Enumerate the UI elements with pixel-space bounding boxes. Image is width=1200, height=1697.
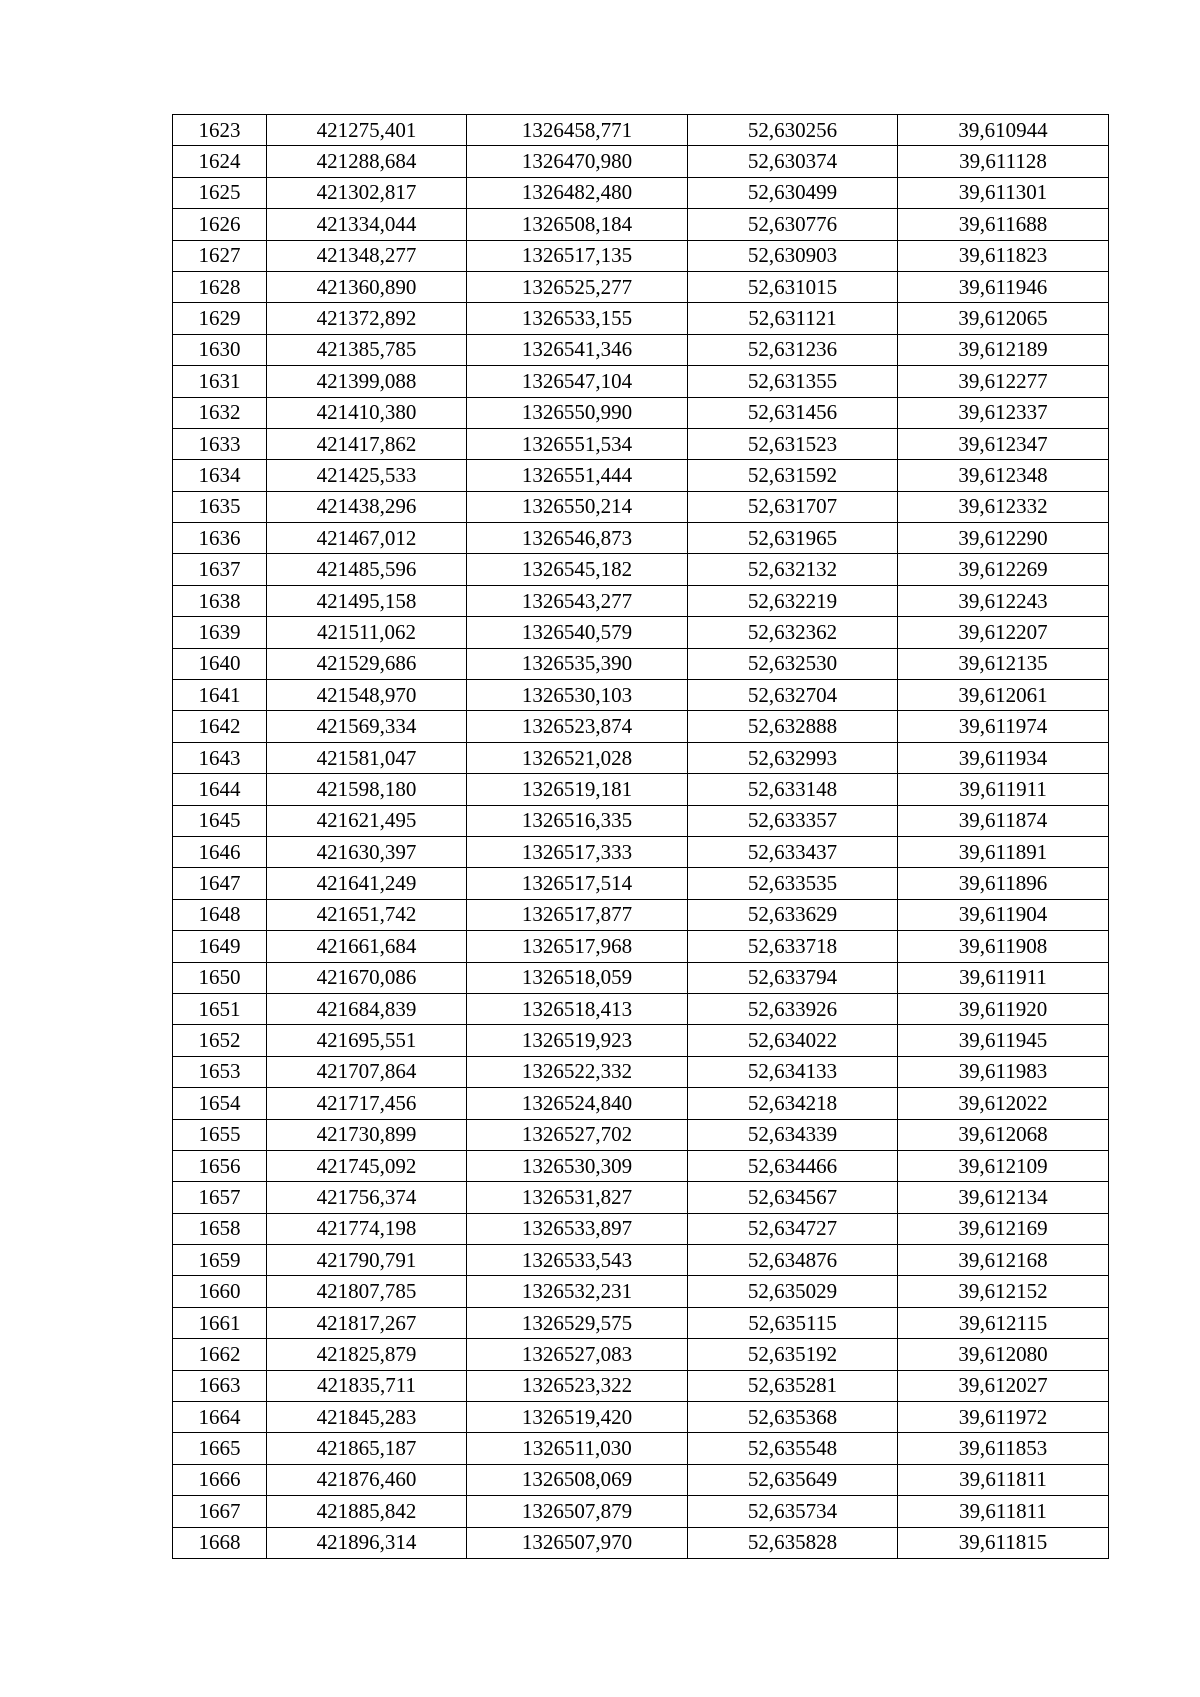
y-coordinate-cell: 1326519,420 (467, 1402, 688, 1433)
longitude-cell: 39,612061 (898, 680, 1109, 711)
latitude-cell: 52,634466 (688, 1150, 898, 1181)
x-coordinate-cell: 421790,791 (267, 1245, 467, 1276)
latitude-cell: 52,635029 (688, 1276, 898, 1307)
point-number-cell: 1649 (173, 931, 267, 962)
point-number-cell: 1652 (173, 1025, 267, 1056)
point-number-cell: 1654 (173, 1088, 267, 1119)
point-number-cell: 1623 (173, 115, 267, 146)
table-row (173, 1213, 1109, 1244)
y-coordinate-cell: 1326533,897 (467, 1213, 688, 1244)
x-coordinate-cell: 421288,684 (267, 146, 467, 177)
x-coordinate-cell: 421845,283 (267, 1402, 467, 1433)
point-number-cell: 1645 (173, 805, 267, 836)
x-coordinate-cell: 421865,187 (267, 1433, 467, 1464)
y-coordinate-cell: 1326550,990 (467, 397, 688, 428)
longitude-cell: 39,611853 (898, 1433, 1109, 1464)
latitude-cell: 52,635548 (688, 1433, 898, 1464)
table-row (173, 1370, 1109, 1401)
y-coordinate-cell: 1326530,103 (467, 680, 688, 711)
latitude-cell: 52,635368 (688, 1402, 898, 1433)
table-row (173, 209, 1109, 240)
y-coordinate-cell: 1326527,702 (467, 1119, 688, 1150)
latitude-cell: 52,634876 (688, 1245, 898, 1276)
latitude-cell: 52,633926 (688, 993, 898, 1024)
x-coordinate-cell: 421425,533 (267, 460, 467, 491)
coordinates-table-body (173, 115, 1109, 1559)
longitude-cell: 39,611946 (898, 271, 1109, 302)
table-row (173, 1088, 1109, 1119)
point-number-cell: 1625 (173, 177, 267, 208)
y-coordinate-cell: 1326532,231 (467, 1276, 688, 1307)
point-number-cell: 1632 (173, 397, 267, 428)
longitude-cell: 39,612277 (898, 366, 1109, 397)
latitude-cell: 52,635192 (688, 1339, 898, 1370)
x-coordinate-cell: 421641,249 (267, 868, 467, 899)
y-coordinate-cell: 1326508,184 (467, 209, 688, 240)
y-coordinate-cell: 1326529,575 (467, 1307, 688, 1338)
point-number-cell: 1648 (173, 899, 267, 930)
latitude-cell: 52,634339 (688, 1119, 898, 1150)
x-coordinate-cell: 421825,879 (267, 1339, 467, 1370)
y-coordinate-cell: 1326541,346 (467, 334, 688, 365)
longitude-cell: 39,612207 (898, 617, 1109, 648)
y-coordinate-cell: 1326516,335 (467, 805, 688, 836)
y-coordinate-cell: 1326518,059 (467, 962, 688, 993)
point-number-cell: 1667 (173, 1496, 267, 1527)
y-coordinate-cell: 1326470,980 (467, 146, 688, 177)
longitude-cell: 39,612290 (898, 523, 1109, 554)
y-coordinate-cell: 1326527,083 (467, 1339, 688, 1370)
x-coordinate-cell: 421885,842 (267, 1496, 467, 1527)
longitude-cell: 39,612065 (898, 303, 1109, 334)
longitude-cell: 39,612115 (898, 1307, 1109, 1338)
x-coordinate-cell: 421730,899 (267, 1119, 467, 1150)
point-number-cell: 1639 (173, 617, 267, 648)
y-coordinate-cell: 1326523,322 (467, 1370, 688, 1401)
longitude-cell: 39,611891 (898, 836, 1109, 867)
point-number-cell: 1656 (173, 1150, 267, 1181)
table-row (173, 523, 1109, 554)
x-coordinate-cell: 421807,785 (267, 1276, 467, 1307)
x-coordinate-cell: 421684,839 (267, 993, 467, 1024)
y-coordinate-cell: 1326540,579 (467, 617, 688, 648)
point-number-cell: 1628 (173, 271, 267, 302)
y-coordinate-cell: 1326551,444 (467, 460, 688, 491)
coordinates-table (172, 114, 1109, 1559)
table-row (173, 617, 1109, 648)
table-row (173, 334, 1109, 365)
table-row (173, 931, 1109, 962)
x-coordinate-cell: 421495,158 (267, 585, 467, 616)
table-row (173, 428, 1109, 459)
x-coordinate-cell: 421467,012 (267, 523, 467, 554)
x-coordinate-cell: 421372,892 (267, 303, 467, 334)
y-coordinate-cell: 1326530,309 (467, 1150, 688, 1181)
x-coordinate-cell: 421275,401 (267, 115, 467, 146)
table-row (173, 774, 1109, 805)
longitude-cell: 39,612109 (898, 1150, 1109, 1181)
longitude-cell: 39,611811 (898, 1464, 1109, 1495)
y-coordinate-cell: 1326521,028 (467, 742, 688, 773)
longitude-cell: 39,612243 (898, 585, 1109, 616)
latitude-cell: 52,632362 (688, 617, 898, 648)
longitude-cell: 39,611911 (898, 962, 1109, 993)
longitude-cell: 39,611815 (898, 1527, 1109, 1558)
table-row (173, 366, 1109, 397)
x-coordinate-cell: 421745,092 (267, 1150, 467, 1181)
point-number-cell: 1647 (173, 868, 267, 899)
point-number-cell: 1626 (173, 209, 267, 240)
table-row (173, 303, 1109, 334)
table-row (173, 460, 1109, 491)
y-coordinate-cell: 1326525,277 (467, 271, 688, 302)
y-coordinate-cell: 1326531,827 (467, 1182, 688, 1213)
table-row (173, 1339, 1109, 1370)
x-coordinate-cell: 421581,047 (267, 742, 467, 773)
table-row (173, 1402, 1109, 1433)
y-coordinate-cell: 1326519,923 (467, 1025, 688, 1056)
table-row (173, 1119, 1109, 1150)
point-number-cell: 1635 (173, 491, 267, 522)
x-coordinate-cell: 421630,397 (267, 836, 467, 867)
latitude-cell: 52,632530 (688, 648, 898, 679)
y-coordinate-cell: 1326482,480 (467, 177, 688, 208)
point-number-cell: 1643 (173, 742, 267, 773)
y-coordinate-cell: 1326535,390 (467, 648, 688, 679)
latitude-cell: 52,634022 (688, 1025, 898, 1056)
y-coordinate-cell: 1326507,970 (467, 1527, 688, 1558)
latitude-cell: 52,631523 (688, 428, 898, 459)
x-coordinate-cell: 421695,551 (267, 1025, 467, 1056)
point-number-cell: 1642 (173, 711, 267, 742)
table-row (173, 240, 1109, 271)
longitude-cell: 39,611920 (898, 993, 1109, 1024)
latitude-cell: 52,631456 (688, 397, 898, 428)
x-coordinate-cell: 421438,296 (267, 491, 467, 522)
point-number-cell: 1665 (173, 1433, 267, 1464)
latitude-cell: 52,632219 (688, 585, 898, 616)
table-row (173, 491, 1109, 522)
x-coordinate-cell: 421485,596 (267, 554, 467, 585)
longitude-cell: 39,612022 (898, 1088, 1109, 1119)
table-row (173, 962, 1109, 993)
latitude-cell: 52,635734 (688, 1496, 898, 1527)
y-coordinate-cell: 1326517,333 (467, 836, 688, 867)
y-coordinate-cell: 1326518,413 (467, 993, 688, 1024)
latitude-cell: 52,634567 (688, 1182, 898, 1213)
point-number-cell: 1659 (173, 1245, 267, 1276)
latitude-cell: 52,634727 (688, 1213, 898, 1244)
y-coordinate-cell: 1326550,214 (467, 491, 688, 522)
point-number-cell: 1664 (173, 1402, 267, 1433)
y-coordinate-cell: 1326522,332 (467, 1056, 688, 1087)
table-row (173, 1245, 1109, 1276)
point-number-cell: 1637 (173, 554, 267, 585)
longitude-cell: 39,611911 (898, 774, 1109, 805)
longitude-cell: 39,612168 (898, 1245, 1109, 1276)
point-number-cell: 1660 (173, 1276, 267, 1307)
latitude-cell: 52,631965 (688, 523, 898, 554)
table-row (173, 554, 1109, 585)
point-number-cell: 1655 (173, 1119, 267, 1150)
table-row (173, 993, 1109, 1024)
table-row (173, 899, 1109, 930)
longitude-cell: 39,612348 (898, 460, 1109, 491)
table-row (173, 1150, 1109, 1181)
x-coordinate-cell: 421876,460 (267, 1464, 467, 1495)
latitude-cell: 52,631015 (688, 271, 898, 302)
latitude-cell: 52,631236 (688, 334, 898, 365)
table-row (173, 585, 1109, 616)
latitude-cell: 52,632888 (688, 711, 898, 742)
latitude-cell: 52,631707 (688, 491, 898, 522)
table-row (173, 1276, 1109, 1307)
table-row (173, 397, 1109, 428)
table-row (173, 1056, 1109, 1087)
longitude-cell: 39,612152 (898, 1276, 1109, 1307)
x-coordinate-cell: 421529,686 (267, 648, 467, 679)
latitude-cell: 52,631355 (688, 366, 898, 397)
latitude-cell: 52,635828 (688, 1527, 898, 1558)
y-coordinate-cell: 1326523,874 (467, 711, 688, 742)
longitude-cell: 39,611908 (898, 931, 1109, 962)
point-number-cell: 1638 (173, 585, 267, 616)
x-coordinate-cell: 421334,044 (267, 209, 467, 240)
x-coordinate-cell: 421817,267 (267, 1307, 467, 1338)
table-row (173, 146, 1109, 177)
table-row (173, 1464, 1109, 1495)
longitude-cell: 39,612080 (898, 1339, 1109, 1370)
x-coordinate-cell: 421707,864 (267, 1056, 467, 1087)
point-number-cell: 1666 (173, 1464, 267, 1495)
table-row (173, 805, 1109, 836)
x-coordinate-cell: 421756,374 (267, 1182, 467, 1213)
latitude-cell: 52,630374 (688, 146, 898, 177)
y-coordinate-cell: 1326533,543 (467, 1245, 688, 1276)
longitude-cell: 39,611945 (898, 1025, 1109, 1056)
x-coordinate-cell: 421399,088 (267, 366, 467, 397)
point-number-cell: 1661 (173, 1307, 267, 1338)
longitude-cell: 39,612269 (898, 554, 1109, 585)
longitude-cell: 39,612027 (898, 1370, 1109, 1401)
latitude-cell: 52,633357 (688, 805, 898, 836)
table-row (173, 1496, 1109, 1527)
x-coordinate-cell: 421661,684 (267, 931, 467, 962)
point-number-cell: 1633 (173, 428, 267, 459)
x-coordinate-cell: 421348,277 (267, 240, 467, 271)
latitude-cell: 52,634133 (688, 1056, 898, 1087)
x-coordinate-cell: 421417,862 (267, 428, 467, 459)
y-coordinate-cell: 1326508,069 (467, 1464, 688, 1495)
point-number-cell: 1646 (173, 836, 267, 867)
y-coordinate-cell: 1326517,968 (467, 931, 688, 962)
point-number-cell: 1640 (173, 648, 267, 679)
latitude-cell: 52,635649 (688, 1464, 898, 1495)
longitude-cell: 39,611823 (898, 240, 1109, 271)
x-coordinate-cell: 421511,062 (267, 617, 467, 648)
longitude-cell: 39,612347 (898, 428, 1109, 459)
y-coordinate-cell: 1326517,514 (467, 868, 688, 899)
latitude-cell: 52,633535 (688, 868, 898, 899)
latitude-cell: 52,633718 (688, 931, 898, 962)
y-coordinate-cell: 1326511,030 (467, 1433, 688, 1464)
y-coordinate-cell: 1326458,771 (467, 115, 688, 146)
table-row (173, 680, 1109, 711)
x-coordinate-cell: 421774,198 (267, 1213, 467, 1244)
latitude-cell: 52,630776 (688, 209, 898, 240)
table-row (173, 836, 1109, 867)
latitude-cell: 52,635281 (688, 1370, 898, 1401)
longitude-cell: 39,612169 (898, 1213, 1109, 1244)
point-number-cell: 1630 (173, 334, 267, 365)
point-number-cell: 1644 (173, 774, 267, 805)
x-coordinate-cell: 421835,711 (267, 1370, 467, 1401)
latitude-cell: 52,632993 (688, 742, 898, 773)
x-coordinate-cell: 421670,086 (267, 962, 467, 993)
table-row (173, 1433, 1109, 1464)
point-number-cell: 1653 (173, 1056, 267, 1087)
table-row (173, 177, 1109, 208)
longitude-cell: 39,611896 (898, 868, 1109, 899)
x-coordinate-cell: 421548,970 (267, 680, 467, 711)
y-coordinate-cell: 1326551,534 (467, 428, 688, 459)
point-number-cell: 1662 (173, 1339, 267, 1370)
point-number-cell: 1624 (173, 146, 267, 177)
longitude-cell: 39,611874 (898, 805, 1109, 836)
longitude-cell: 39,612189 (898, 334, 1109, 365)
latitude-cell: 52,631121 (688, 303, 898, 334)
table-row (173, 1182, 1109, 1213)
longitude-cell: 39,611128 (898, 146, 1109, 177)
point-number-cell: 1627 (173, 240, 267, 271)
y-coordinate-cell: 1326533,155 (467, 303, 688, 334)
y-coordinate-cell: 1326517,877 (467, 899, 688, 930)
x-coordinate-cell: 421569,334 (267, 711, 467, 742)
point-number-cell: 1641 (173, 680, 267, 711)
longitude-cell: 39,611904 (898, 899, 1109, 930)
longitude-cell: 39,612332 (898, 491, 1109, 522)
table-row (173, 742, 1109, 773)
latitude-cell: 52,634218 (688, 1088, 898, 1119)
table-row (173, 1527, 1109, 1558)
y-coordinate-cell: 1326545,182 (467, 554, 688, 585)
point-number-cell: 1663 (173, 1370, 267, 1401)
x-coordinate-cell: 421598,180 (267, 774, 467, 805)
table-row (173, 1025, 1109, 1056)
table-row (173, 1307, 1109, 1338)
point-number-cell: 1650 (173, 962, 267, 993)
table-row (173, 868, 1109, 899)
y-coordinate-cell: 1326517,135 (467, 240, 688, 271)
latitude-cell: 52,633629 (688, 899, 898, 930)
longitude-cell: 39,612068 (898, 1119, 1109, 1150)
table-row (173, 648, 1109, 679)
y-coordinate-cell: 1326507,879 (467, 1496, 688, 1527)
x-coordinate-cell: 421410,380 (267, 397, 467, 428)
table-row (173, 271, 1109, 302)
point-number-cell: 1629 (173, 303, 267, 334)
table-row (173, 115, 1109, 146)
longitude-cell: 39,611983 (898, 1056, 1109, 1087)
latitude-cell: 52,630499 (688, 177, 898, 208)
x-coordinate-cell: 421360,890 (267, 271, 467, 302)
x-coordinate-cell: 421385,785 (267, 334, 467, 365)
point-number-cell: 1658 (173, 1213, 267, 1244)
latitude-cell: 52,630256 (688, 115, 898, 146)
longitude-cell: 39,612135 (898, 648, 1109, 679)
longitude-cell: 39,611688 (898, 209, 1109, 240)
longitude-cell: 39,611301 (898, 177, 1109, 208)
x-coordinate-cell: 421651,742 (267, 899, 467, 930)
latitude-cell: 52,633148 (688, 774, 898, 805)
longitude-cell: 39,611974 (898, 711, 1109, 742)
latitude-cell: 52,633437 (688, 836, 898, 867)
latitude-cell: 52,632132 (688, 554, 898, 585)
point-number-cell: 1657 (173, 1182, 267, 1213)
longitude-cell: 39,611811 (898, 1496, 1109, 1527)
latitude-cell: 52,633794 (688, 962, 898, 993)
x-coordinate-cell: 421302,817 (267, 177, 467, 208)
longitude-cell: 39,611972 (898, 1402, 1109, 1433)
y-coordinate-cell: 1326519,181 (467, 774, 688, 805)
latitude-cell: 52,635115 (688, 1307, 898, 1338)
latitude-cell: 52,630903 (688, 240, 898, 271)
point-number-cell: 1634 (173, 460, 267, 491)
x-coordinate-cell: 421717,456 (267, 1088, 467, 1119)
longitude-cell: 39,612134 (898, 1182, 1109, 1213)
point-number-cell: 1668 (173, 1527, 267, 1558)
x-coordinate-cell: 421896,314 (267, 1527, 467, 1558)
table-row (173, 711, 1109, 742)
longitude-cell: 39,612337 (898, 397, 1109, 428)
point-number-cell: 1631 (173, 366, 267, 397)
longitude-cell: 39,611934 (898, 742, 1109, 773)
longitude-cell: 39,610944 (898, 115, 1109, 146)
y-coordinate-cell: 1326524,840 (467, 1088, 688, 1119)
point-number-cell: 1636 (173, 523, 267, 554)
latitude-cell: 52,632704 (688, 680, 898, 711)
x-coordinate-cell: 421621,495 (267, 805, 467, 836)
latitude-cell: 52,631592 (688, 460, 898, 491)
y-coordinate-cell: 1326547,104 (467, 366, 688, 397)
y-coordinate-cell: 1326543,277 (467, 585, 688, 616)
point-number-cell: 1651 (173, 993, 267, 1024)
y-coordinate-cell: 1326546,873 (467, 523, 688, 554)
